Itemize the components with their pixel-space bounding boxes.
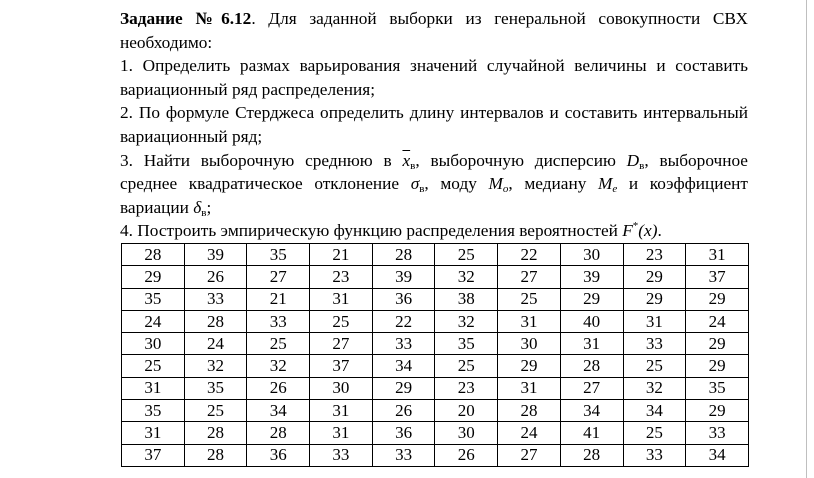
median-subscript: e bbox=[612, 183, 618, 196]
table-cell: 31 bbox=[122, 377, 185, 399]
table-cell: 33 bbox=[247, 310, 310, 332]
table-cell: 26 bbox=[372, 400, 435, 422]
table-cell: 31 bbox=[498, 377, 561, 399]
table-cell: 23 bbox=[623, 244, 686, 266]
table-cell: 32 bbox=[623, 377, 686, 399]
table-cell: 30 bbox=[498, 333, 561, 355]
task-heading bbox=[120, 7, 748, 54]
table-cell: 25 bbox=[623, 355, 686, 377]
table-row bbox=[122, 355, 749, 377]
table-cell: 35 bbox=[122, 400, 185, 422]
table-cell: 39 bbox=[184, 244, 247, 266]
table-cell: 29 bbox=[623, 266, 686, 288]
sample-data-table-body bbox=[122, 244, 749, 467]
table-cell: 36 bbox=[372, 422, 435, 444]
table-cell: 25 bbox=[310, 310, 373, 332]
table-cell: 34 bbox=[247, 400, 310, 422]
table-cell: 29 bbox=[686, 333, 749, 355]
table-cell: 25 bbox=[184, 400, 247, 422]
table-cell: 31 bbox=[310, 288, 373, 310]
table-cell: 22 bbox=[372, 310, 435, 332]
table-cell: 31 bbox=[310, 422, 373, 444]
table-cell: 31 bbox=[686, 244, 749, 266]
table-cell: 24 bbox=[122, 310, 185, 332]
distribution-function-symbol: F bbox=[622, 221, 633, 241]
mode-subscript: o bbox=[502, 183, 509, 196]
table-cell: 31 bbox=[623, 310, 686, 332]
table-cell: 30 bbox=[560, 244, 623, 266]
table-cell: 28 bbox=[372, 244, 435, 266]
table-cell: 23 bbox=[435, 377, 498, 399]
table-cell: 29 bbox=[560, 288, 623, 310]
table-cell: 20 bbox=[435, 400, 498, 422]
table-cell: 35 bbox=[435, 333, 498, 355]
table-cell: 21 bbox=[310, 244, 373, 266]
table-cell: 39 bbox=[560, 266, 623, 288]
table-cell: 25 bbox=[435, 244, 498, 266]
table-cell: 29 bbox=[686, 288, 749, 310]
task-text bbox=[120, 7, 748, 243]
table-cell: 24 bbox=[498, 422, 561, 444]
table-cell: 21 bbox=[247, 288, 310, 310]
table-cell: 32 bbox=[184, 355, 247, 377]
table-cell: 34 bbox=[686, 444, 749, 466]
table-cell: 25 bbox=[122, 355, 185, 377]
table-cell: 27 bbox=[498, 266, 561, 288]
table-row bbox=[122, 377, 749, 399]
table-cell: 32 bbox=[435, 266, 498, 288]
table-row bbox=[122, 333, 749, 355]
table-row bbox=[122, 400, 749, 422]
task-title: Задание №6.12 bbox=[120, 9, 252, 28]
item3-text-6: и коэффициент вариации bbox=[120, 174, 748, 217]
item3-text-5: , медиану bbox=[508, 174, 598, 194]
table-cell: 35 bbox=[122, 288, 185, 310]
table-cell: 37 bbox=[686, 266, 749, 288]
table-cell: 25 bbox=[247, 333, 310, 355]
variation-coef-symbol: δ bbox=[193, 197, 202, 217]
table-cell: 28 bbox=[184, 422, 247, 444]
table-row bbox=[122, 266, 749, 288]
task-item-2: 2. По формуле Стерджеса определить длину интервалов и составить интервальный вариационный ряд; bbox=[120, 103, 748, 146]
table-cell: 29 bbox=[686, 355, 749, 377]
stddev-subscript: в bbox=[419, 183, 425, 196]
table-cell: 33 bbox=[372, 333, 435, 355]
table-cell: 29 bbox=[372, 377, 435, 399]
table-cell: 25 bbox=[623, 422, 686, 444]
sample-mean-symbol: $\overline{x}$ bbox=[402, 150, 411, 170]
table-cell: 38 bbox=[435, 288, 498, 310]
item4-text-1: 4. Построить эмпирическую функцию распределения вероятностей bbox=[120, 221, 623, 241]
table-cell: 28 bbox=[560, 355, 623, 377]
table-cell: 36 bbox=[372, 288, 435, 310]
table-cell: 22 bbox=[498, 244, 561, 266]
item3-text-7: ; bbox=[206, 197, 212, 217]
page-edge-divider bbox=[806, 0, 807, 478]
table-cell: 27 bbox=[247, 266, 310, 288]
table-cell: 36 bbox=[247, 444, 310, 466]
table-cell: 29 bbox=[686, 400, 749, 422]
table-cell: 25 bbox=[435, 355, 498, 377]
table-cell: 27 bbox=[498, 444, 561, 466]
table-cell: 29 bbox=[623, 288, 686, 310]
table-row bbox=[122, 288, 749, 310]
task-item-1: 1. Определить размах варьирования значений случайной величины и составить вариационный ряд распределения; bbox=[120, 56, 748, 99]
table-cell: 40 bbox=[560, 310, 623, 332]
table-cell: 28 bbox=[184, 444, 247, 466]
task-item-4 bbox=[120, 219, 748, 243]
table-cell: 27 bbox=[560, 377, 623, 399]
distribution-function-arg: (x) bbox=[638, 221, 658, 241]
table-cell: 28 bbox=[122, 244, 185, 266]
table-row bbox=[122, 444, 749, 466]
table-cell: 28 bbox=[560, 444, 623, 466]
median-symbol: M bbox=[597, 174, 613, 194]
item3-text-2: , выборочную дисперсию bbox=[415, 150, 627, 170]
table-cell: 32 bbox=[435, 310, 498, 332]
table-cell: 30 bbox=[122, 333, 185, 355]
table-cell: 41 bbox=[560, 422, 623, 444]
table-cell: 31 bbox=[310, 400, 373, 422]
table-cell: 33 bbox=[310, 444, 373, 466]
table-cell: 30 bbox=[435, 422, 498, 444]
table-cell: 34 bbox=[372, 355, 435, 377]
item3-text-4: , моду bbox=[424, 174, 489, 194]
sample-data-table bbox=[121, 243, 749, 467]
variation-coef-subscript: в bbox=[201, 206, 207, 219]
table-cell: 24 bbox=[686, 310, 749, 332]
distribution-function-star: * bbox=[632, 220, 639, 233]
task-item-3 bbox=[120, 149, 748, 220]
table-cell: 33 bbox=[686, 422, 749, 444]
table-cell: 37 bbox=[310, 355, 373, 377]
table-cell: 29 bbox=[122, 266, 185, 288]
table-cell: 23 bbox=[310, 266, 373, 288]
variance-subscript: в bbox=[639, 159, 645, 172]
table-cell: 32 bbox=[247, 355, 310, 377]
table-cell: 33 bbox=[623, 444, 686, 466]
mode-symbol: M bbox=[488, 174, 503, 194]
table-cell: 33 bbox=[623, 333, 686, 355]
item3-text-1: 3. Найти выборочную среднюю в bbox=[120, 150, 403, 170]
item4-text-2: . bbox=[657, 221, 662, 241]
table-cell: 27 bbox=[310, 333, 373, 355]
table-cell: 28 bbox=[247, 422, 310, 444]
table-cell: 34 bbox=[623, 400, 686, 422]
table-cell: 35 bbox=[247, 244, 310, 266]
table-cell: 26 bbox=[184, 266, 247, 288]
table-cell: 31 bbox=[498, 310, 561, 332]
table-cell: 29 bbox=[498, 355, 561, 377]
sample-mean-subscript: в bbox=[410, 159, 416, 172]
table-cell: 30 bbox=[310, 377, 373, 399]
table-cell: 28 bbox=[184, 310, 247, 332]
table-row bbox=[122, 422, 749, 444]
table-cell: 33 bbox=[372, 444, 435, 466]
table-cell: 34 bbox=[560, 400, 623, 422]
table-row bbox=[122, 244, 749, 266]
table-row bbox=[122, 310, 749, 332]
table-cell: 31 bbox=[560, 333, 623, 355]
table-cell: 39 bbox=[372, 266, 435, 288]
table-cell: 31 bbox=[122, 422, 185, 444]
table-cell: 35 bbox=[184, 377, 247, 399]
table-cell: 24 bbox=[184, 333, 247, 355]
table-cell: 28 bbox=[498, 400, 561, 422]
task-intro: . Для заданной выборки из генеральной совокупности СВХ необходимо: bbox=[120, 9, 748, 52]
table-cell: 26 bbox=[435, 444, 498, 466]
table-cell: 37 bbox=[122, 444, 185, 466]
table-cell: 25 bbox=[498, 288, 561, 310]
variance-symbol: D bbox=[626, 150, 640, 170]
table-cell: 35 bbox=[686, 377, 749, 399]
item3-text-3: , выборочное среднее квадратическое отклонение bbox=[120, 150, 748, 194]
table-cell: 26 bbox=[247, 377, 310, 399]
stddev-symbol: σ bbox=[410, 174, 420, 194]
table-cell: 33 bbox=[184, 288, 247, 310]
